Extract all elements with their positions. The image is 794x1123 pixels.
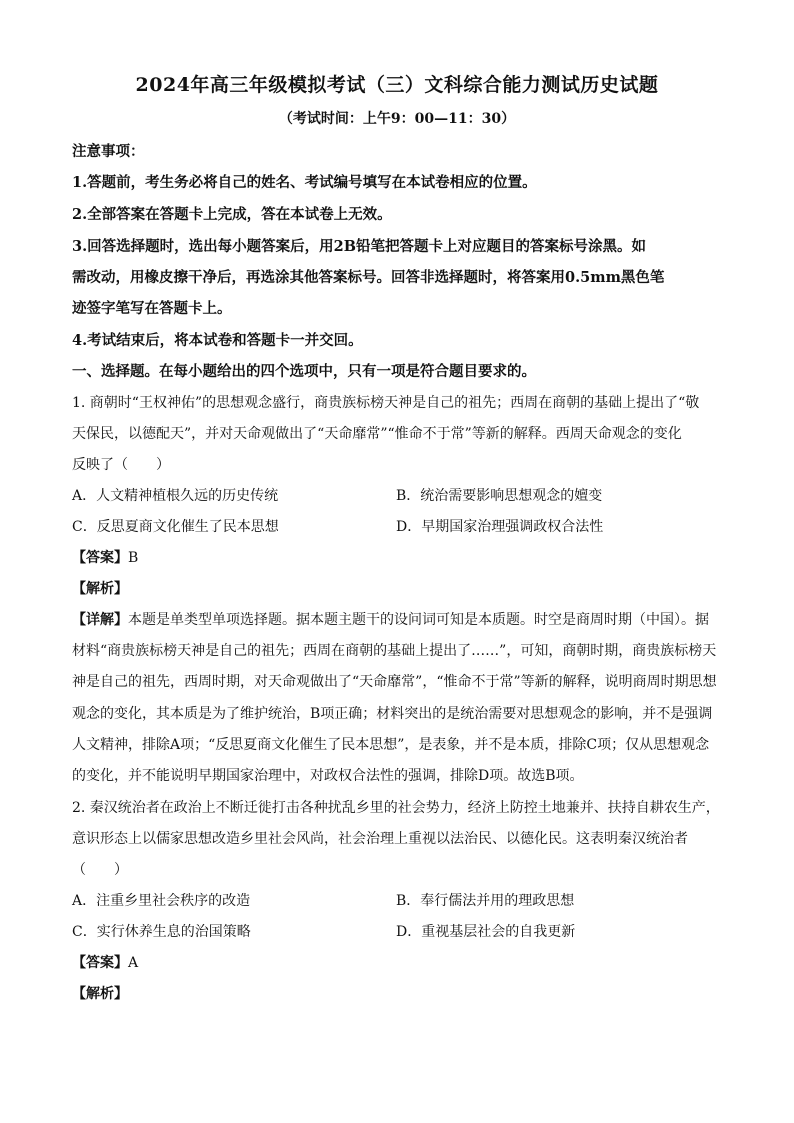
- section-heading: 一、选择题。在每小题给出的四个选项中，只有一项是符合题目要求的。: [72, 363, 536, 380]
- q2-stem-line-1: 2. 秦汉统治者在政治上不断迁徙打击各种扰乱乡里的社会势力，经济上防控土地兼并、扶持自耕农生产，: [72, 800, 720, 816]
- q1-stem-line-1: 1. 商朝时“王权神佑”的思想观念盛行，商贵族标榜天神是自己的祖先；西周在商朝的基础上提出了“敬: [72, 395, 700, 411]
- q1-analysis-tag: 【解析】: [72, 581, 128, 597]
- q2-stem-line-2: 意识形态上以儒家思想改造乡里社会风尚，社会治理上重视以法治民、以德化民。这表明秦汉统治者: [72, 831, 688, 847]
- notice-item-3-cont2: 迹签字笔写在答题卡上。: [72, 300, 232, 317]
- q2-option-a: A．注重乡里社会秩序的改造: [72, 893, 251, 909]
- q1-answer-value: B: [128, 550, 139, 566]
- q1-detail-text-1: 本题是单类型单项选择题。据本题主题干的设问词可知是本质题。时空是商周时期（中国）。据: [128, 612, 709, 628]
- answer-tag: 【答案】: [72, 550, 128, 566]
- q2-option-c: C．实行休养生息的治国策略: [72, 924, 251, 940]
- q1-stem-line-2: 天保民，以德配天”，并对天命观做出了“天命靡常”“惟命不于常”等新的解释。西周天命观念的变化: [72, 426, 682, 442]
- q2-option-b: B．奉行儒法并用的理政思想: [396, 893, 575, 909]
- q1-detail-line-5: 人文精神，排除A项；“反思夏商文化催生了民本思想”，是表象，并不是本质，排除C项；仅从思想观念: [72, 737, 710, 753]
- q1-detail-line-3: 神是自己的祖先，西周时期，对天命观做出了“天命靡常”，“惟命不于常”等新的解释，说明商周时期思想: [72, 674, 717, 690]
- answer-tag: 【答案】: [72, 955, 128, 971]
- q1-option-b: B．统治需要影响思想观念的嬗变: [396, 488, 603, 504]
- page-title: 2024年高三年级模拟考试（三）文科综合能力测试历史试题: [135, 74, 659, 96]
- detail-tag: 【详解】: [72, 612, 128, 628]
- q1-stem-line-3: 反映了（ ）: [72, 457, 170, 473]
- q2-analysis-tag: 【解析】: [72, 986, 128, 1002]
- notice-item-4: 4.考试结束后，将本试卷和答题卡一并交回。: [72, 332, 363, 349]
- q2-stem-line-3: （ ）: [72, 862, 128, 878]
- q1-detail-line-4: 观念的变化，其本质是为了维护统治，B项正确；材料突出的是统治需要对思想观念的影响，并不是强调: [72, 706, 713, 722]
- notice-item-3: 3.回答选择题时，选出每小题答案后，用2B铅笔把答题卡上对应题目的答案标号涂黑。如: [72, 238, 646, 255]
- q1-option-c: C．反思夏商文化催生了民本思想: [72, 519, 279, 535]
- q1-answer: [72, 547, 138, 567]
- q1-detail-line-6: 的变化，并不能说明早期国家治理中，对政权合法性的强调，排除D项。故选B项。: [72, 768, 584, 784]
- exam-time-subtitle: （考试时间：上午9：00—11：30）: [278, 111, 516, 127]
- notice-item-3-cont: 需改动，用橡皮擦干净后，再选涂其他答案标号。回答非选择题时，将答案用0.5mm黑色笔: [72, 269, 665, 286]
- q1-detail-line-1: [72, 609, 709, 629]
- notice-heading: 注意事项：: [72, 143, 145, 160]
- q1-detail-line-2: 材料“商贵族标榜天神是自己的祖先；西周在商朝的基础上提出了……”，可知，商朝时期，商贵族标榜天: [72, 643, 717, 659]
- q2-answer: [72, 952, 138, 972]
- q2-option-d: D．重视基层社会的自我更新: [396, 924, 576, 940]
- notice-item-1: 1.答题前，考生务必将自己的姓名、考试编号填写在本试卷相应的位置。: [72, 174, 537, 191]
- q1-option-d: D．早期国家治理强调政权合法性: [396, 519, 604, 535]
- q1-option-a: A．人文精神植根久远的历史传统: [72, 488, 279, 504]
- notice-item-2: 2.全部答案在答题卡上完成，答在本试卷上无效。: [72, 206, 392, 223]
- q2-answer-value: A: [128, 955, 139, 971]
